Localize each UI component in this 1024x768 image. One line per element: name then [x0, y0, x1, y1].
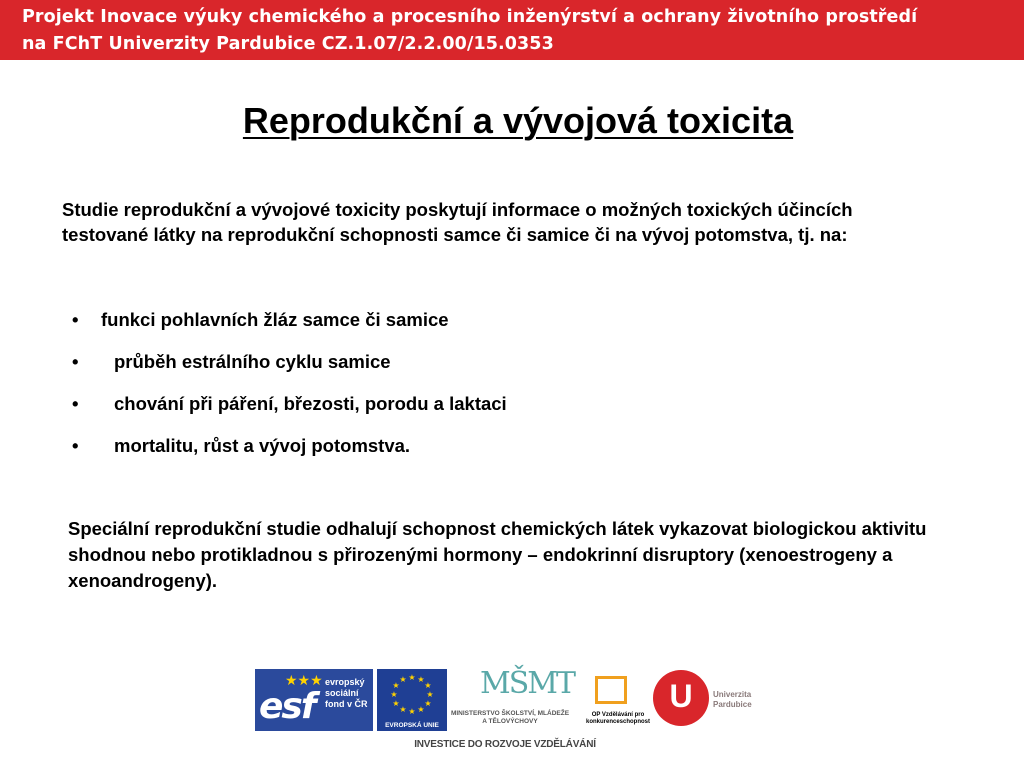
header-project-code: na FChT Univerzity Pardubice CZ.1.07/2.2.00/15.0353: [22, 34, 554, 54]
op-vk-logo: [583, 672, 651, 732]
slide-title: Reprodukční a vývojová toxicita: [242, 100, 794, 141]
msmt-mark: MŠMT: [480, 666, 574, 701]
svg-text:★: ★: [392, 699, 400, 708]
esf-logo: [255, 669, 373, 731]
list-item-text: mortalitu, růst a vývoj potomstva.: [114, 435, 411, 456]
svg-text:★: ★: [417, 705, 425, 714]
bullet-icon: •: [72, 351, 79, 372]
list-item-text: funkci pohlavních žláz samce či samice: [101, 309, 449, 330]
closing-paragraph: Speciální reprodukční studie odhalují schopnost chemických látek vykazovat biologickou aktivitu shodnou nebo protikladnou s přirozenými hormony – endokrinní disruptory (xenoestrogeny a xenoandrogeny).: [68, 518, 927, 591]
svg-text:★: ★: [417, 675, 425, 684]
svg-text:★: ★: [408, 673, 416, 682]
stars-icon: ★★★: [285, 672, 323, 688]
eu-stars-icon: [377, 669, 447, 721]
esf-logo-letters: esf: [259, 686, 315, 727]
bullet-icon: •: [72, 309, 79, 330]
header-project-line: Projekt Inovace výuky chemického a procesního inženýrství a ochrany životního prostředí: [22, 7, 918, 27]
msmt-caption: MINISTERSTVO ŠKOLSTVÍ, MLÁDEŽE A TĚLOVÝCHOVY: [450, 710, 570, 725]
esf-logo-text: evropský sociální fond v ČR: [325, 677, 368, 709]
svg-text:★: ★: [392, 681, 400, 690]
upce-name: Univerzita Pardubice: [713, 690, 752, 709]
header-bar: [0, 0, 1024, 60]
bullet-icon: •: [72, 393, 79, 414]
op-square-icon: [595, 676, 627, 704]
list-item-text: chování při páření, březosti, porodu a laktaci: [114, 393, 507, 414]
svg-text:★: ★: [399, 675, 407, 684]
svg-text:★: ★: [424, 699, 432, 708]
eu-flag-logo: [377, 669, 447, 731]
svg-text:★: ★: [426, 690, 434, 699]
svg-text:★: ★: [399, 705, 407, 714]
intro-paragraph: Studie reprodukční a vývojové toxicity poskytují informace o možných toxických účincích testované látky na reprodukční schopnosti samce či samice či na vývoj potomstva, tj. na:: [62, 199, 853, 245]
msmt-logo: [450, 664, 574, 732]
eu-caption: EVROPSKÁ UNIE: [385, 722, 439, 729]
upce-circle-icon: [653, 670, 709, 726]
upce-logo: [653, 670, 765, 732]
list-item-text: průběh estrálního cyklu samice: [114, 351, 391, 372]
sponsor-logo-strip: [250, 664, 770, 764]
op-caption: OP Vzdělávání pro konkurenceschopnost: [585, 712, 650, 725]
svg-text:★: ★: [424, 681, 432, 690]
svg-text:★: ★: [390, 690, 398, 699]
upce-letter: U: [669, 678, 693, 714]
bullet-icon: •: [72, 435, 79, 456]
svg-text:★: ★: [408, 707, 416, 716]
investment-tagline: INVESTICE DO ROZVOJE VZDĚLÁVÁNÍ: [414, 739, 596, 750]
